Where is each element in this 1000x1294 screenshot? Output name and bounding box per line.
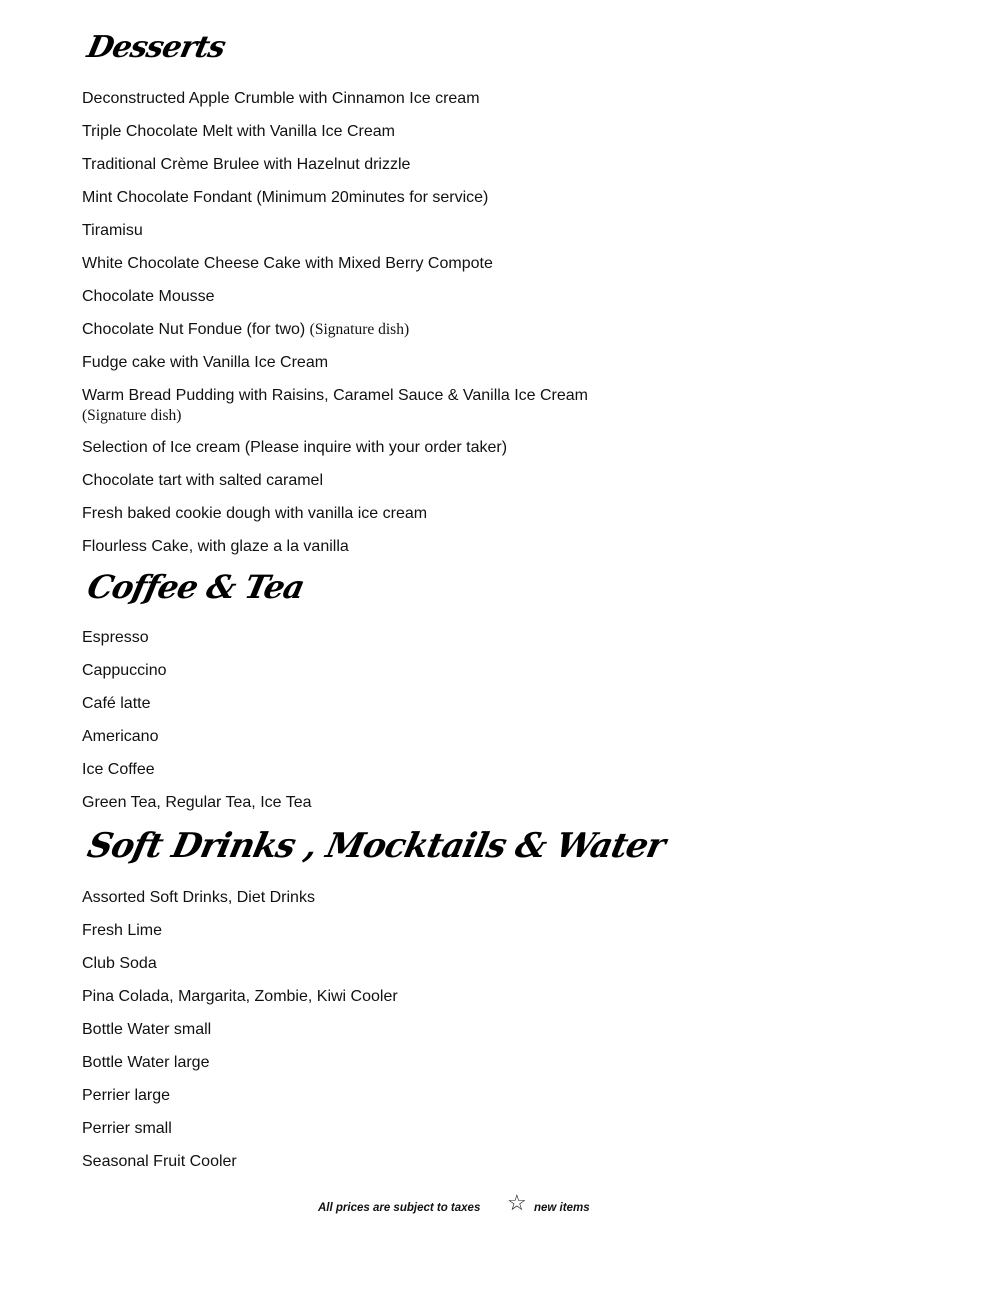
menu-item: Bottle Water large	[82, 1054, 210, 1071]
menu-item: Assorted Soft Drinks, Diet Drinks	[82, 889, 315, 906]
drinks-heading: Soft Drinks , Mocktails & Water	[84, 826, 669, 866]
menu-item: Selection of Ice cream (Please inquire with your order taker)	[82, 439, 508, 456]
menu-item: Green Tea, Regular Tea, Ice Tea	[82, 794, 312, 811]
star-outline-icon: ☆	[507, 1190, 527, 1215]
menu-item: Bottle Water small	[82, 1021, 212, 1038]
menu-item: Deconstructed Apple Crumble with Cinnamon Ice cream	[82, 90, 480, 107]
coffee-tea-heading: Coffee & Tea	[84, 568, 308, 606]
coffee-tea-list	[82, 628, 311, 826]
menu-item: Perrier small	[82, 1120, 172, 1137]
menu-item: Tiramisu	[82, 222, 143, 239]
menu-item: Mint Chocolate Fondant (Minimum 20minutes for service)	[82, 189, 489, 206]
menu-item: Cappuccino	[82, 662, 167, 679]
menu-item: Americano	[82, 728, 159, 745]
menu-item: White Chocolate Cheese Cake with Mixed Berry Compote	[82, 255, 493, 272]
desserts-heading: Desserts	[84, 30, 228, 65]
menu-item-with-note	[82, 386, 588, 438]
signature-dish-note: (Signature dish)	[82, 407, 182, 424]
menu-item: Fresh baked cookie dough with vanilla ice cream	[82, 505, 428, 522]
menu-item: Café latte	[82, 695, 151, 712]
menu-item: Fresh Lime	[82, 922, 163, 939]
menu-item-with-note	[82, 320, 588, 353]
taxes-note: All prices are subject to taxes	[318, 1202, 481, 1214]
menu-item: Triple Chocolate Melt with Vanilla Ice Cream	[82, 123, 396, 140]
menu-item-label: Chocolate Nut Fondue (for two)	[82, 321, 310, 338]
menu-item: Espresso	[82, 629, 149, 646]
desserts-list	[82, 89, 588, 570]
drinks-list	[82, 888, 398, 1185]
menu-item: Pina Colada, Margarita, Zombie, Kiwi Cooler	[82, 988, 398, 1005]
menu-item: Ice Coffee	[82, 761, 155, 778]
menu-item: Perrier large	[82, 1087, 171, 1104]
menu-item: Flourless Cake, with glaze a la vanilla	[82, 538, 349, 555]
menu-item: Seasonal Fruit Cooler	[82, 1153, 237, 1170]
menu-item: Chocolate tart with salted caramel	[82, 472, 323, 489]
signature-dish-note: (Signature dish)	[309, 321, 410, 338]
menu-item: Club Soda	[82, 955, 157, 972]
new-items-label: new items	[534, 1202, 590, 1214]
menu-item: Fudge cake with Vanilla Ice Cream	[82, 354, 329, 371]
menu-item-label: Warm Bread Pudding with Raisins, Caramel Sauce & Vanilla Ice Cream	[82, 387, 588, 404]
menu-item: Traditional Crème Brulee with Hazelnut drizzle	[82, 156, 411, 173]
menu-item: Chocolate Mousse	[82, 288, 215, 305]
